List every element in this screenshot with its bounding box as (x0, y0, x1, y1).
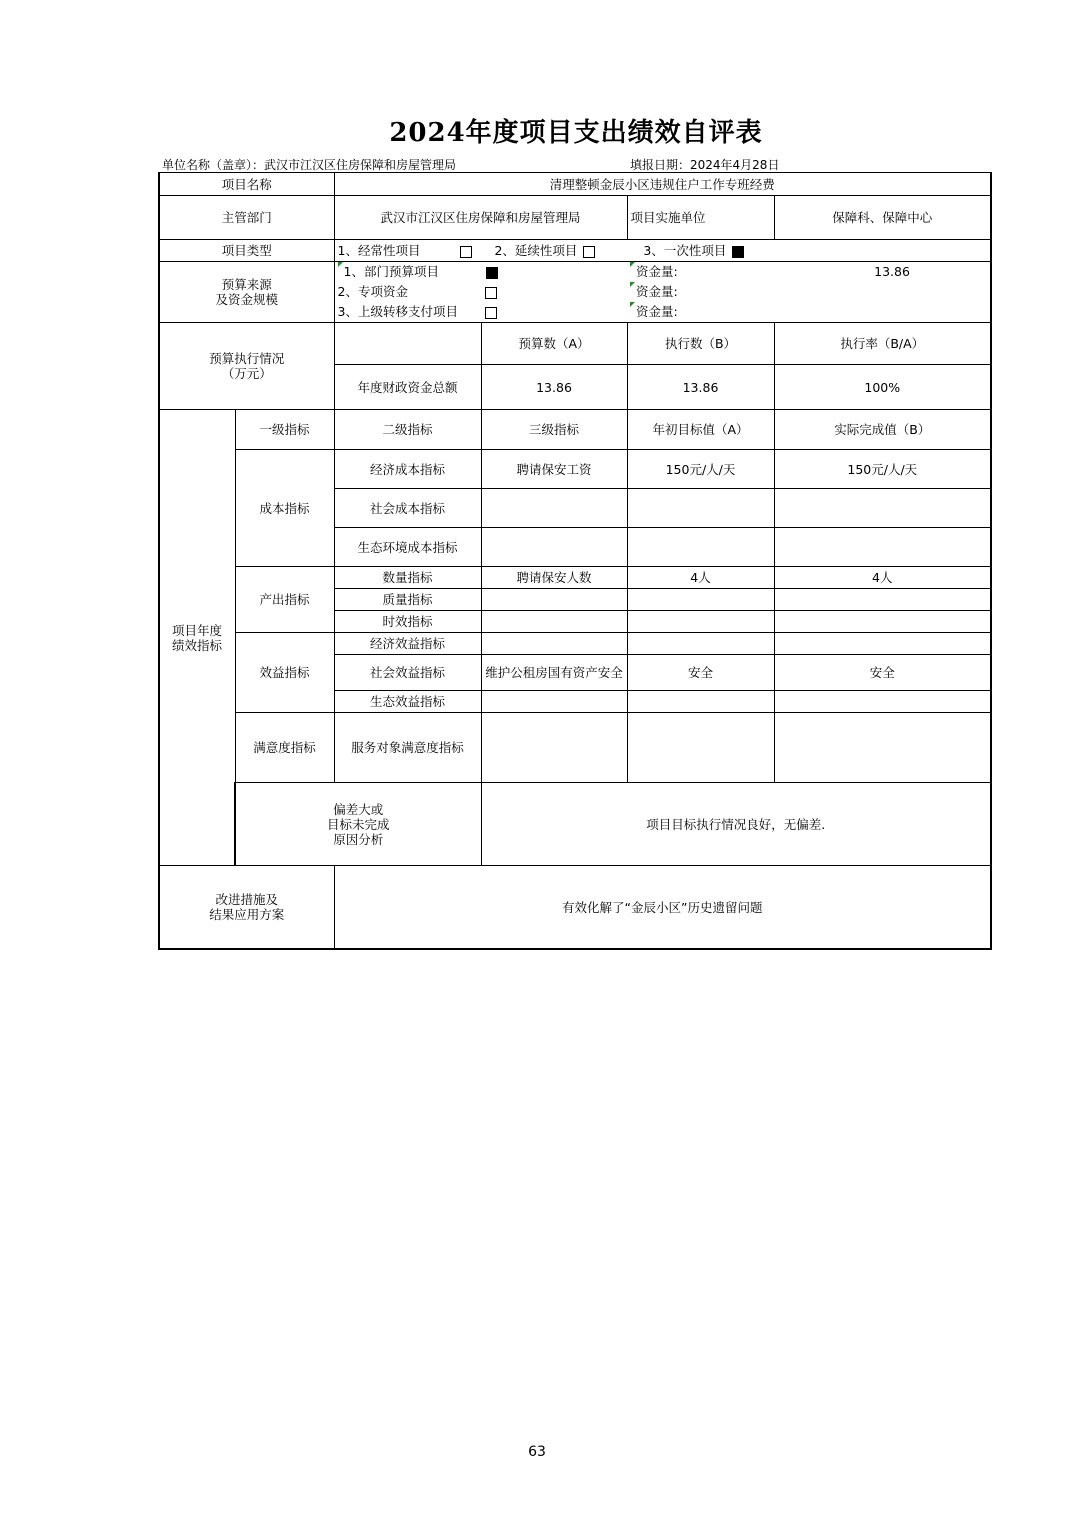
header-level2: 二级指标 (334, 410, 481, 450)
header-level3: 三级指标 (481, 410, 627, 450)
fill-date-label: 填报日期：2024年4月28日 (630, 158, 780, 172)
actual-cell: 4人 (774, 567, 991, 589)
level3-cell (481, 633, 627, 655)
type-label: 项目类型 (159, 240, 334, 262)
header-level1: 一级指标 (235, 410, 334, 450)
level2-cell: 服务对象满意度指标 (334, 713, 481, 783)
source-item-1: 1、部门预算项目 (338, 262, 625, 282)
amount-value-1: 13.86 (874, 264, 910, 280)
exec-label: 预算执行情况 （万元） (159, 323, 334, 410)
level2-cell: 数量指标 (334, 567, 481, 589)
amount-value-3 (777, 302, 987, 322)
level3-cell: 聘请保安工资 (481, 450, 627, 489)
green-marker-icon (630, 262, 635, 267)
actual-cell (774, 589, 991, 611)
exec-b-value: 13.86 (627, 365, 774, 410)
type-options (334, 240, 991, 262)
unit-name-label: 单位名称（盖章）：武汉市江汉区住房保障和房屋管理局 (162, 158, 457, 172)
level2-cell: 时效指标 (334, 611, 481, 633)
level3-cell (481, 713, 627, 783)
level3-cell: 维护公租房国有资产安全 (481, 655, 627, 691)
satisfaction-indicator-label: 满意度指标 (235, 713, 334, 783)
type-1-checkbox-icon (460, 246, 472, 258)
type-3-checkbox-icon (732, 246, 744, 258)
actual-cell (774, 528, 991, 567)
actual-cell: 安全 (774, 655, 991, 691)
header-actual: 实际完成值（B） (774, 410, 991, 450)
source-label: 预算来源 及资金规模 (159, 262, 334, 323)
type-option-2: 2、延续性项目 (494, 243, 595, 258)
row-department (159, 196, 991, 240)
row-budget-source (159, 262, 991, 323)
source-item-3: 3、上级转移支付项目 (338, 302, 625, 322)
green-marker-icon (630, 282, 635, 287)
row-project-name (159, 173, 991, 196)
level3-cell: 聘请保安人数 (481, 567, 627, 589)
actual-cell (774, 611, 991, 633)
level2-cell: 社会效益指标 (334, 655, 481, 691)
benefit-indicator-label: 效益指标 (235, 633, 334, 713)
row-deviation (159, 783, 991, 866)
level2-cell: 生态环境成本指标 (334, 528, 481, 567)
target-cell: 4人 (627, 567, 774, 589)
page-number: 63 (528, 1444, 546, 1460)
actual-cell (774, 713, 991, 783)
target-cell: 150元/人/天 (627, 450, 774, 489)
table-row (159, 567, 991, 589)
level3-cell (481, 611, 627, 633)
dept-label: 主管部门 (159, 196, 334, 240)
source-1-checkbox-icon (486, 267, 498, 279)
target-cell (627, 691, 774, 713)
level3-cell (481, 691, 627, 713)
actual-cell (774, 489, 991, 528)
type-option-3: 3、一次性项目 (643, 243, 744, 258)
source-amounts (774, 262, 991, 323)
exec-rate-value: 100% (774, 365, 991, 410)
source-items (334, 262, 627, 323)
level3-cell (481, 528, 627, 567)
improvement-label: 改进措施及 结果应用方案 (159, 866, 334, 949)
source-amount-labels (627, 262, 774, 323)
level2-cell: 经济成本指标 (334, 450, 481, 489)
source-item-2: 2、专项资金 (338, 282, 625, 302)
target-cell (627, 589, 774, 611)
cost-indicator-label: 成本指标 (235, 450, 334, 567)
exec-col-b: 执行数（B） (627, 323, 774, 365)
target-cell (627, 633, 774, 655)
row-exec-header (159, 323, 991, 365)
actual-cell (774, 633, 991, 655)
table-row (159, 713, 991, 783)
level3-cell (481, 589, 627, 611)
type-2-checkbox-icon (583, 246, 595, 258)
impl-unit-value: 保障科、保障中心 (774, 196, 991, 240)
page-title: 2024年度项目支出绩效自评表 (389, 118, 763, 148)
output-indicator-label: 产出指标 (235, 567, 334, 633)
level2-cell: 经济效益指标 (334, 633, 481, 655)
amount-label-2: 资金量: (636, 284, 678, 300)
amount-value-2 (777, 282, 987, 302)
evaluation-form-table (158, 172, 992, 950)
level3-cell (481, 489, 627, 528)
deviation-value: 项目目标执行情况良好，无偏差. (481, 783, 991, 866)
actual-cell: 150元/人/天 (774, 450, 991, 489)
level2-cell: 生态效益指标 (334, 691, 481, 713)
exec-col-a: 预算数（A） (481, 323, 627, 365)
green-marker-icon (630, 302, 635, 307)
target-cell (627, 611, 774, 633)
row-indicator-header (159, 410, 991, 450)
indicator-section-label: 项目年度 绩效指标 (159, 410, 235, 866)
amount-label-1: 资金量: (636, 264, 678, 280)
level2-cell: 质量指标 (334, 589, 481, 611)
green-marker-icon (338, 262, 343, 267)
project-name-value: 清理整顿金辰小区违规住户工作专班经费 (334, 173, 991, 196)
dept-value: 武汉市江汉区住房保障和房屋管理局 (334, 196, 627, 240)
deviation-label: 偏差大或 目标未完成 原因分析 (235, 783, 481, 866)
table-row (159, 633, 991, 655)
source-3-checkbox-icon (485, 307, 497, 319)
exec-col-rate: 执行率（B/A） (774, 323, 991, 365)
target-cell (627, 489, 774, 528)
source-2-checkbox-icon (485, 287, 497, 299)
impl-unit-label: 项目实施单位 (627, 196, 774, 240)
exec-row-label: 年度财政资金总额 (334, 365, 481, 410)
table-row (159, 450, 991, 489)
amount-label-3: 资金量: (636, 304, 678, 320)
level2-cell: 社会成本指标 (334, 489, 481, 528)
improvement-value: 有效化解了“金辰小区”历史遗留问题 (334, 866, 991, 949)
row-improvement (159, 866, 991, 949)
type-option-1: 1、经常性项目 (338, 243, 473, 258)
project-name-label: 项目名称 (159, 173, 334, 196)
header-target: 年初目标值（A） (627, 410, 774, 450)
target-cell (627, 528, 774, 567)
target-cell (627, 713, 774, 783)
actual-cell (774, 691, 991, 713)
exec-a-value: 13.86 (481, 365, 627, 410)
target-cell: 安全 (627, 655, 774, 691)
row-project-type (159, 240, 991, 262)
exec-blank-cell (334, 323, 481, 365)
